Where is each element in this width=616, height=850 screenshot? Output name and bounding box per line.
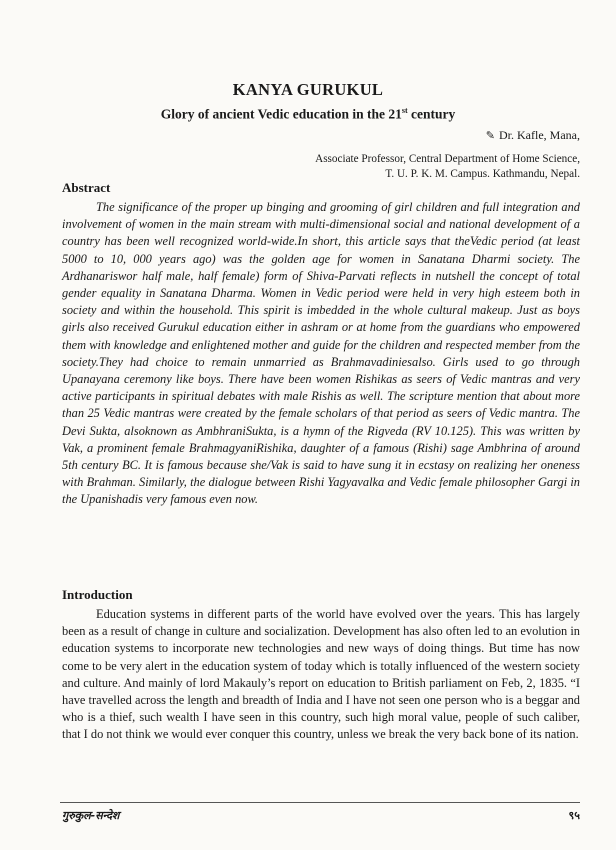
- abstract-heading: Abstract: [62, 180, 111, 195]
- affiliation-line-1: Associate Professor, Central Department of Home Science,: [315, 153, 580, 165]
- introduction-text: Education systems in different parts of the world have evolved over the years. This has largely been as a result of change in culture and socialization. Development has also often led to an evolution in education systems to incorporate new technologies and new ways of doing things. But time has now come to be very alert in the education system of today which is totally influenced of the western society and culture. And mainly of lord Makauly’s report on education to British parliament on Feb, 2, 1835. “I have travelled across the length and breadth of India and I have not seen one person who is a beggar and who is a thief, such wealth I have seen in this country, such high moral value, people of such caliber, that I do not think we would ever conquer this country, unless we break the very back bone of its nation.: [62, 607, 580, 742]
- journal-name: गुरुकुल-सन्देश: [62, 809, 120, 822]
- author-affiliation: [315, 152, 580, 182]
- introduction-heading: Introduction: [62, 587, 133, 602]
- author-name: Dr. Kafle, Mana,: [499, 128, 580, 142]
- subtitle-superscript: st: [401, 106, 408, 115]
- subtitle-text: Glory of ancient Vedic education in the 21: [160, 106, 402, 122]
- footer-divider: [60, 802, 580, 803]
- article-subtitle: [0, 106, 616, 123]
- affiliation-line-2: T. U. P. K. M. Campus. Kathmandu, Nepal.: [385, 168, 580, 180]
- page-number: ९५: [568, 809, 580, 822]
- subtitle-end: century: [407, 106, 456, 122]
- author-line: [486, 128, 580, 143]
- abstract-text: The significance of the proper up binging and grooming of girl children and full integration and involvement of women in the main stream with multi-dimensional social and national development of a country has been well recognized world-wide.In short, this article says that theVedic period (at least 5000 to 10, 000 years ago) was the golden age for women in Sanatana Dharmi society. The Ardhanariswor half male, half female) form of Shiva-Parvati reflects in nutshell the concept of total gender equality in Sanatana Dharma. Women in Vedic period were held in very high esteem both in society and within the household. This spirit is imbedded in the whole cultural makeup. Just as boys girls also received Gurukul education either in ashram or at home from the guardians who empowered them with knowledge and enlightened mother and guide for the children and respected member from the society.They had choice to remain unmarried as Brahmavadiniesalso. Girls used to go through Upanayana ceremony like boys. There have been women Rishikas as seers of Vedic mantras and very active participants in spiritual debates with male Rishis as well. The scripture mention that about more than 25 Vedic mantras were created by the female scholars of that period as seers of Vedic mantra. The Devi Sukta, alsoknown as AmbhraniSukta, is a hymn of the Rigveda (RV 10.125). This was written by Vak, a prominent female BrahmagyaniRishika, daughter of a famous (Rishi) sage Ambhrina of around 5th century BC. It is famous because she/Vak is said to have sung it in ecstasy on realizing her oneness with Brahman. Similarly, the dialogue between Rishi Yagyavalka and Vedic female philosopher Gargi in the Upanishadis very famous even now.: [62, 200, 580, 507]
- article-title: KANYA GURUKUL: [232, 80, 384, 99]
- pen-icon: ✎: [485, 130, 496, 142]
